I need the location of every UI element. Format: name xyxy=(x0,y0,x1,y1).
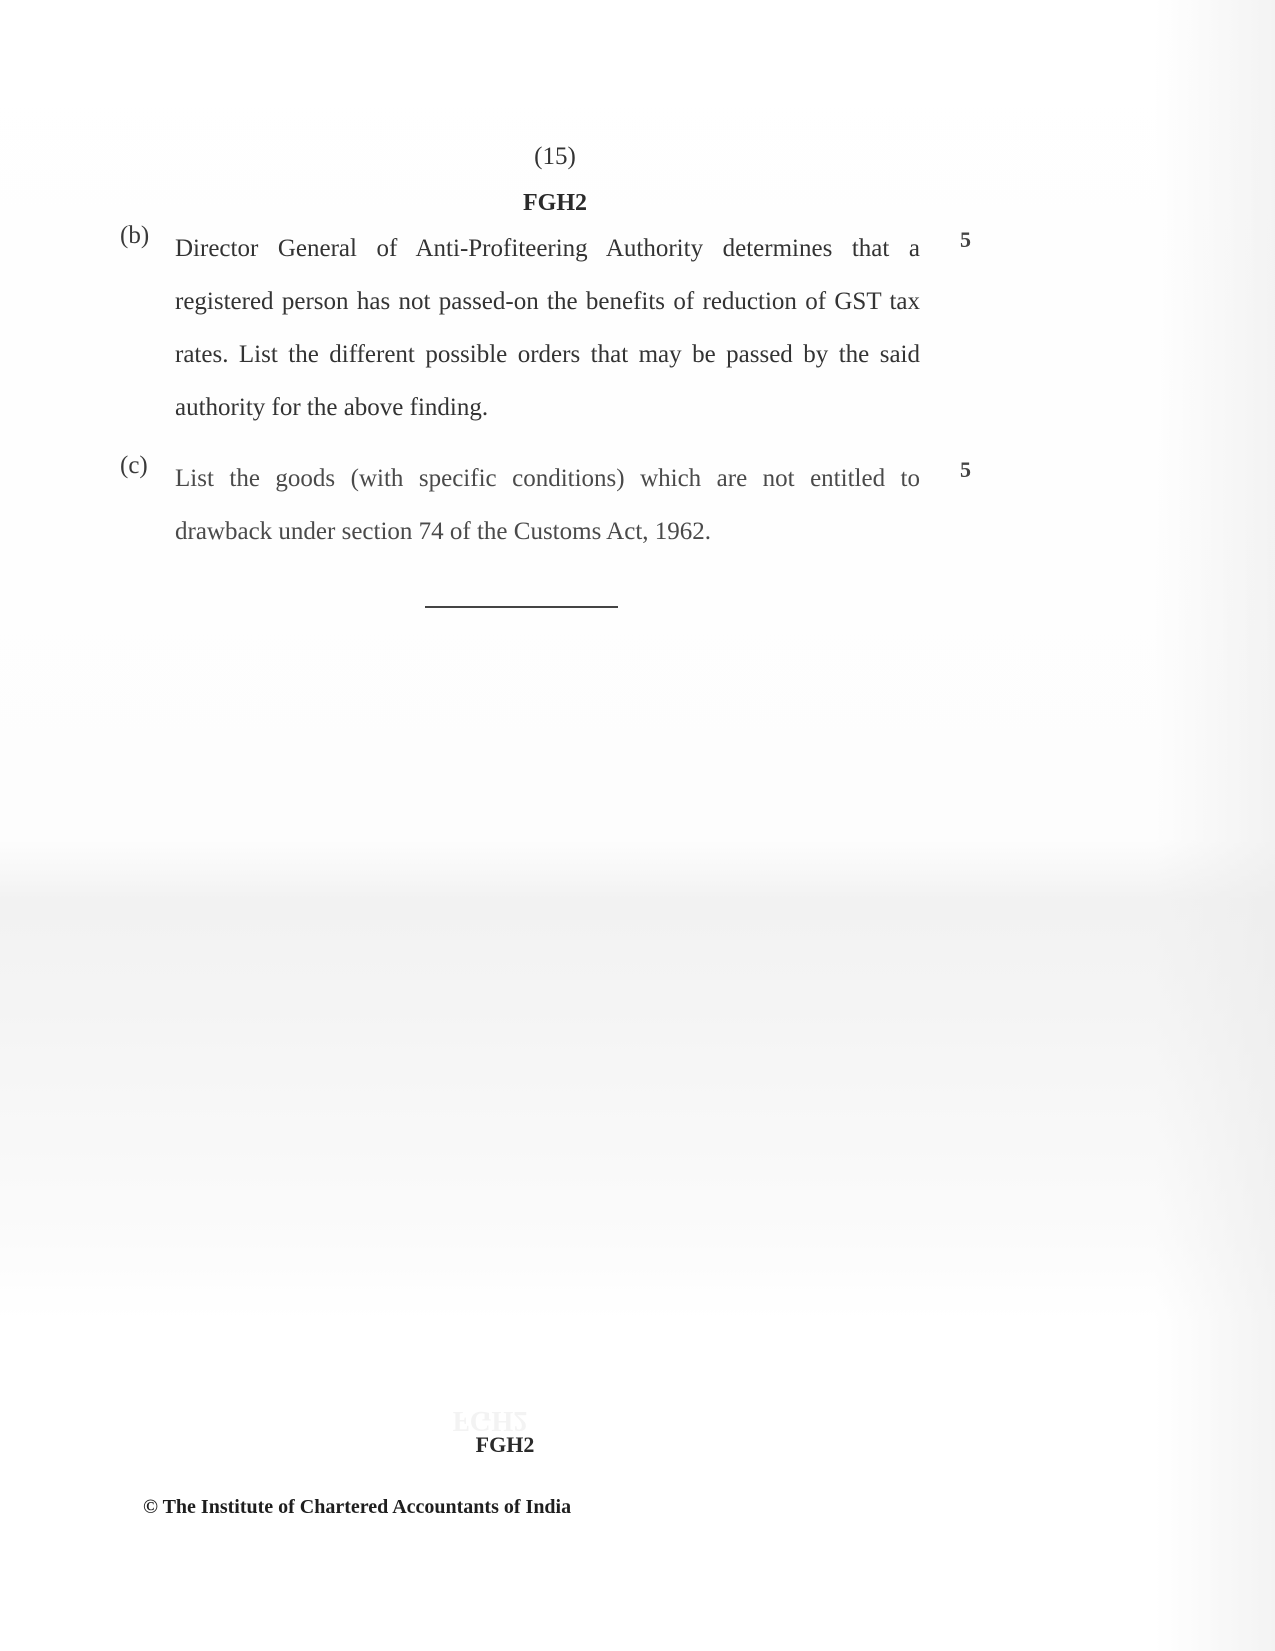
paper-code-header: FGH2 xyxy=(523,190,587,216)
question-label: (c) xyxy=(120,452,148,479)
question-marks: 5 xyxy=(960,457,971,482)
copyright-notice: © The Institute of Chartered Accountants of India xyxy=(143,1496,572,1518)
scan-shadow xyxy=(1155,0,1275,1651)
page-number: (15) xyxy=(534,143,576,170)
paper-code-footer: FGH2 xyxy=(475,1432,535,1457)
bleed-through-mark: FGH2 xyxy=(452,1405,528,1436)
question-text: Director General of Anti-Profiteering Authority determines that a registered person has not passed-on the benefits of reduction of GST tax rates. List the different possible orders that may be passed by the said authority for the above finding. xyxy=(175,235,920,421)
question-marks: 5 xyxy=(960,227,971,252)
end-of-section-rule xyxy=(425,606,618,608)
question-text: List the goods (with specific conditions) which are not entitled to drawback under section 74 of the Customs Act, 1962. xyxy=(175,465,920,545)
question-label: (b) xyxy=(120,222,150,249)
